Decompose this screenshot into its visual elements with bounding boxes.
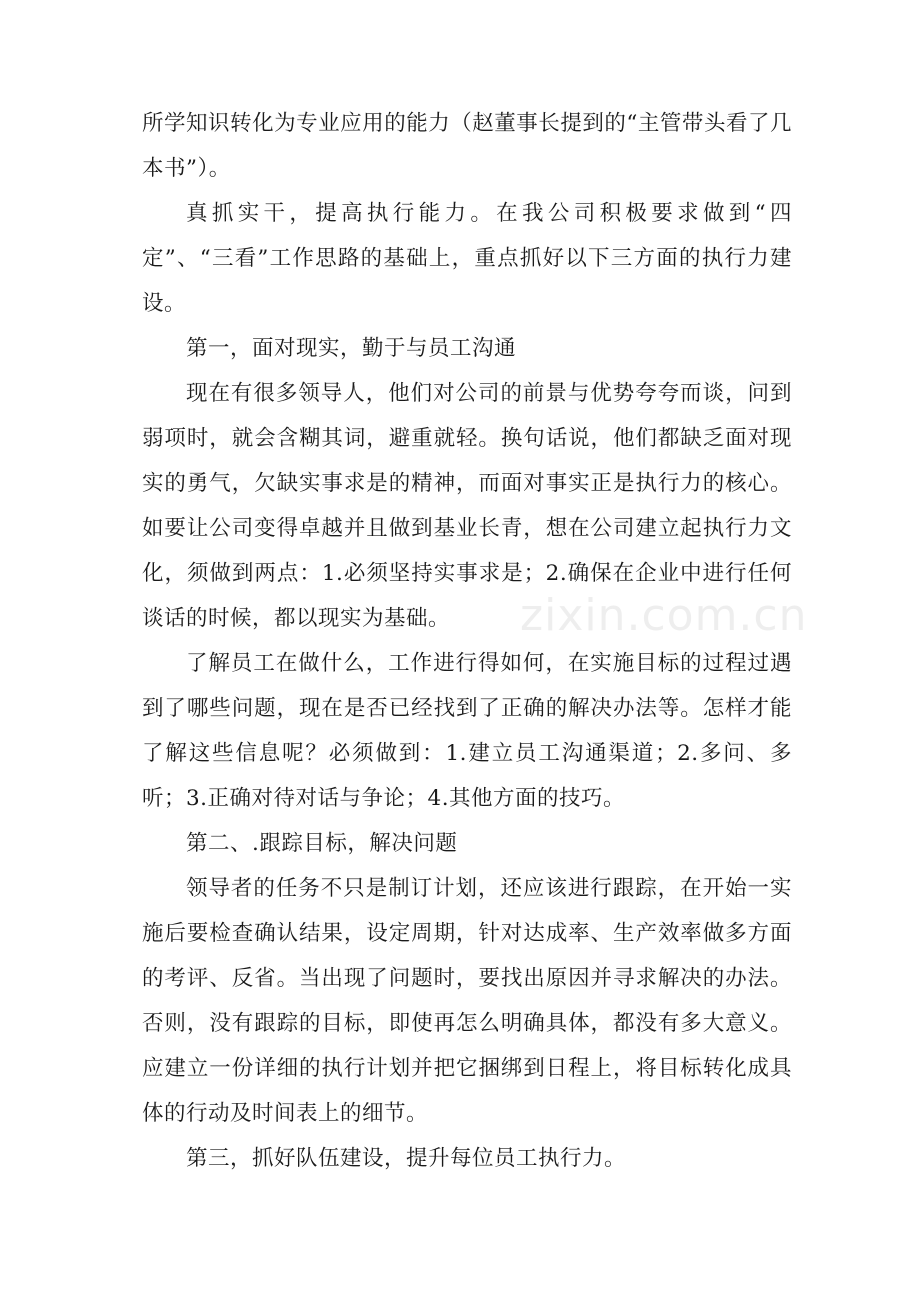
heading-first: 第一，面对现实，勤于与员工沟通 [186, 336, 517, 361]
paragraph-track-goals: 领导者的任务不只是制订计划，还应该进行跟踪，在开始一实施后要检查确认结果，设定周期，针对达成率、生产效率做多方面的考评、反省。当出现了问题时，要找出原因并寻求解决的办法。否则，没有跟踪的目标，即使再怎么明确具体，都没有多大意义。 应建立一份详细的执行计划并把它捆绑到日程上，将目标转化成具体的行动及时间表上的细节。 [142, 876, 792, 1126]
paragraph-face-reality: 现在有很多领导人，他们对公司的前景与优势夸夸而谈，问到弱项时，就会含糊其词，避重就轻。换句话说，他们都缺乏面对现实的勇气，欠缺实事求是的精神，而面对事实正是执行力的核心。如要让公司变得卓越并且做到基业长青，想在公司建立起执行力文化，须做到两点：1.必须坚持实事求是；2.确保在企业中进行任何谈话的时候，都以现实为基础。 [142, 381, 792, 631]
paragraph-continuation: 所学知识转化为专业应用的能力（赵董事长提到的“主管带头看了几本书”）。 [142, 111, 792, 181]
heading-second: 第二、.跟踪目标，解决问题 [186, 831, 458, 856]
watermark: zixin.com.cn [520, 590, 808, 641]
paragraph-understand-staff: 了解员工在做什么，工作进行得如何，在实施目标的过程过遇到了哪些问题，现在是否已经找到了正确的解决办法等。怎样才能了解这些信息呢？必须做到：1.建立员工沟通渠道；2.多问、多听；3.正确对待对话与争论；4.其他方面的技巧。 [142, 651, 792, 811]
heading-third: 第三，抓好队伍建设，提升每位员工执行力。 [186, 1146, 627, 1171]
document-body [142, 101, 792, 1181]
paragraph-execution-intro: 真抓实干，提高执行能力。在我公司积极要求做到“四定”、“三看”工作思路的基础上，重点抓好以下三方面的执行力建设。 [142, 201, 792, 316]
